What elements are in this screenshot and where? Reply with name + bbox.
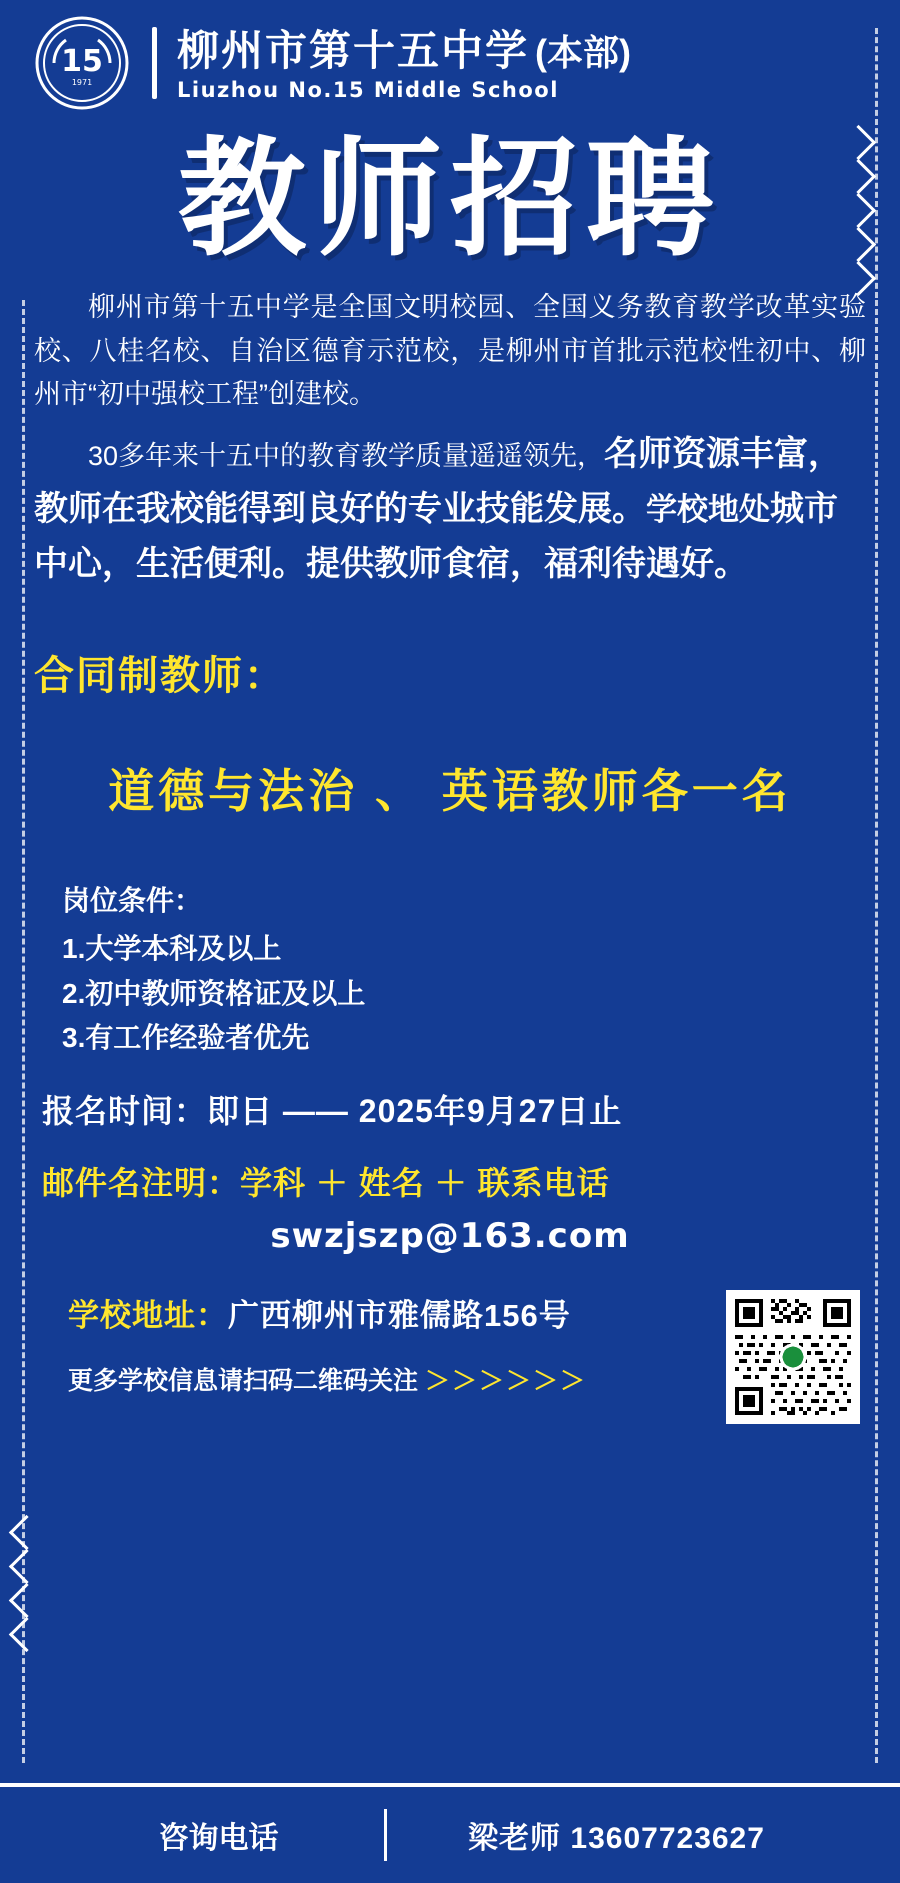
chevron-decoration-left: [14, 1520, 54, 1656]
school-address-line: [68, 1290, 726, 1335]
school-address-label: 学校地址：: [68, 1298, 228, 1334]
school-branch-label: (本部): [535, 31, 631, 73]
contract-teacher-heading: 合同制教师：: [34, 654, 286, 699]
school-name-en: Liuzhou No.15 Middle School: [177, 77, 559, 102]
poster-header: [0, 0, 900, 108]
email-address[interactable]: swzjszp@163.com: [270, 1216, 630, 1257]
condition-item: 2.初中教师资格证及以上: [62, 977, 366, 1009]
condition-item: 1.大学本科及以上: [62, 933, 282, 965]
address-texts: [34, 1290, 726, 1397]
page-title: 教师招聘: [177, 128, 722, 271]
school-name-cn: 柳州市第十五中学: [177, 26, 530, 74]
conditions-title: 岗位条件：: [62, 885, 203, 917]
footer-label: 咨询电话: [158, 1822, 279, 1855]
open-positions: 道德与法治 、 英语教师各一名: [108, 765, 792, 818]
conditions-block: [62, 879, 900, 1060]
application-deadline: 报名时间：即日 —— 2025年9月27日止: [42, 1093, 623, 1130]
footer-contact[interactable]: 梁老师 13607723627: [468, 1822, 765, 1855]
address-and-qr-row: [0, 1290, 900, 1424]
intro-block: [0, 286, 900, 592]
school-name-block: [177, 25, 631, 102]
intro-p2-plain: 30多年来十五中的教育教学质量遥遥领先，: [88, 441, 605, 472]
header-divider: [152, 27, 157, 99]
school-logo-icon: [34, 15, 130, 111]
arrow-decoration: ＞＞＞＞＞＞: [424, 1366, 587, 1396]
school-address-value: 广西柳州市雅儒路156号: [228, 1298, 571, 1334]
intro-p2-highlight-1: 名师资源丰富，教师在我校能得到良好的专业技能发展。: [34, 435, 843, 529]
qr-code-icon[interactable]: [726, 1290, 860, 1424]
intro-p2-middle: 学校地处: [646, 492, 770, 528]
scan-instruction-text: 更多学校信息请扫码二维码关注: [68, 1367, 419, 1396]
svg-text:1971: 1971: [71, 78, 93, 87]
svg-text:15: 15: [61, 44, 103, 79]
condition-item: 3.有工作经验者优先: [62, 1021, 310, 1053]
scan-instruction: [68, 1361, 726, 1397]
intro-p2-highlight-2: 城市中心，生活便利。提供教师食宿，福利待遇好。: [34, 490, 838, 584]
intro-paragraph-2: [34, 427, 866, 592]
email-subject-note: 邮件名注明：学科 ＋ 姓名 ＋ 联系电话: [42, 1165, 610, 1202]
footer-bar: [0, 1783, 900, 1883]
intro-paragraph-1: 柳州市第十五中学是全国文明校园、全国义务教育教学改革实验校、八桂名校、自治区德育示范校，是柳州市首批示范校性初中、柳州市“初中强校工程”创建校。: [34, 292, 866, 410]
